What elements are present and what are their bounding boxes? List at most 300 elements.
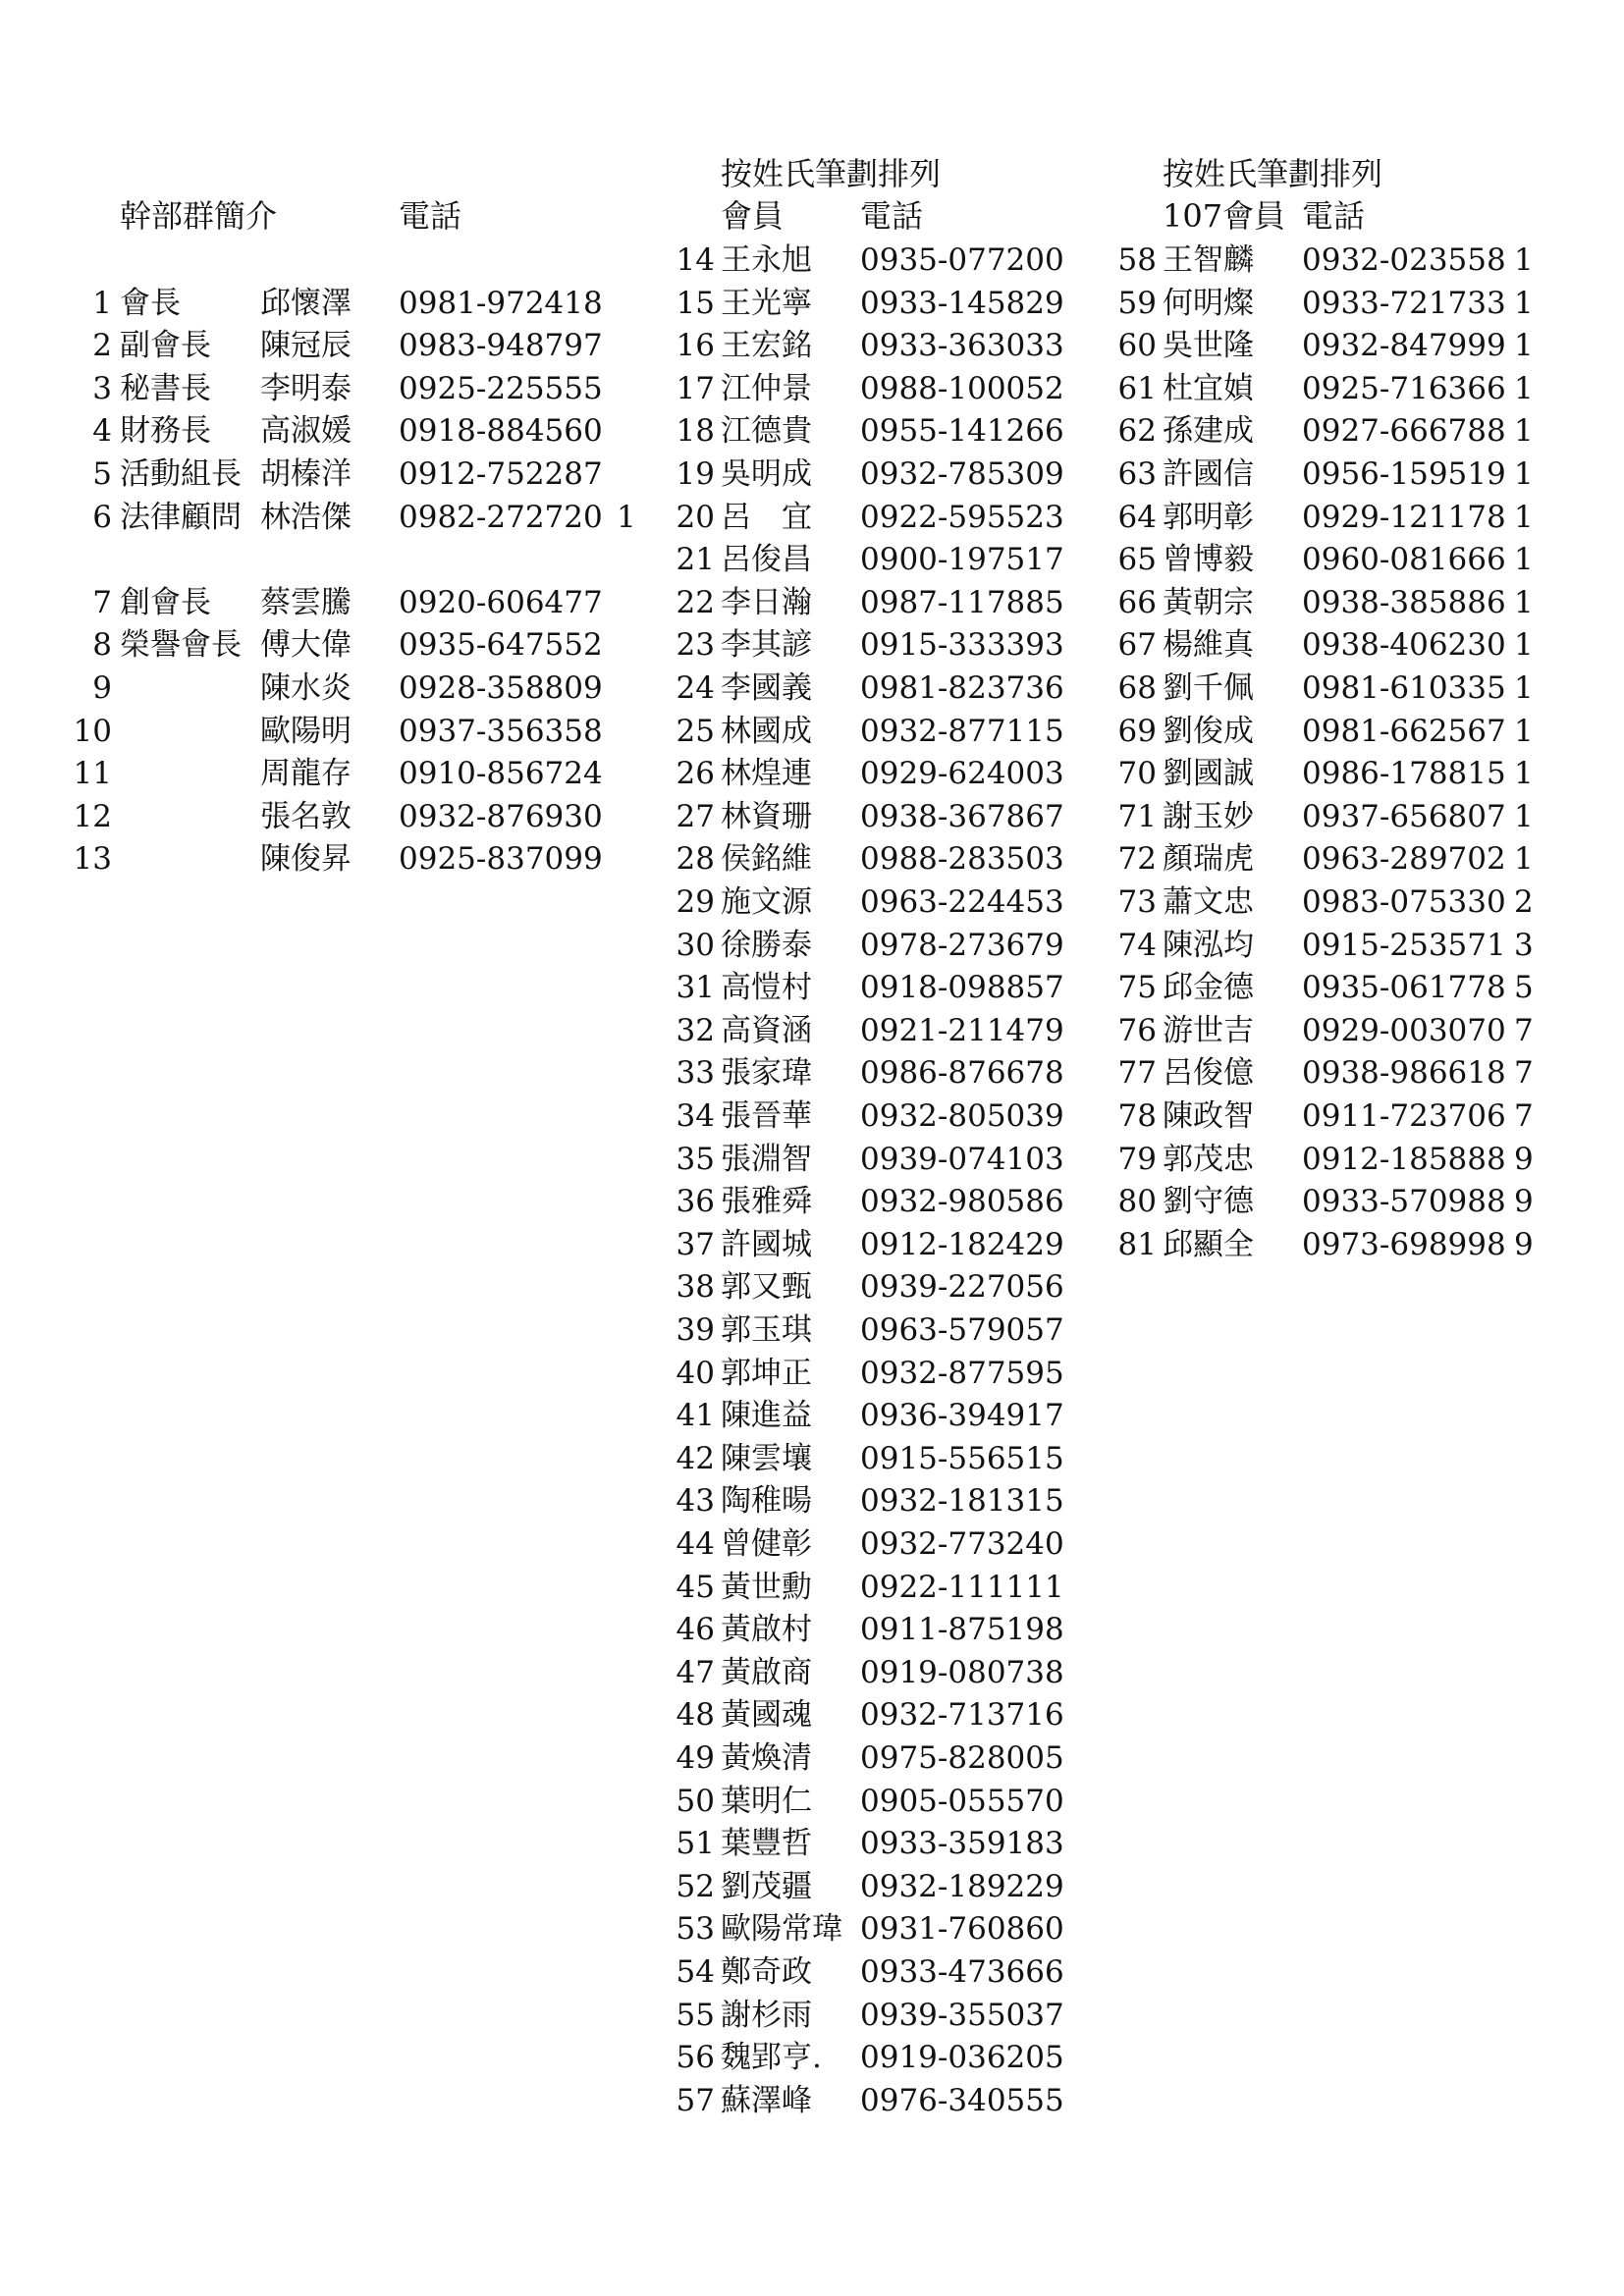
officer-name: 蔡雲騰 xyxy=(260,584,352,620)
officer-phone: 0981-972418 xyxy=(399,285,603,321)
row-number: 32 xyxy=(676,1012,715,1048)
member-phone: 0927-666788 xyxy=(1302,413,1506,450)
member-name: 杜宜媜 xyxy=(1163,370,1254,406)
member-extra-mark: 1 xyxy=(1514,798,1534,834)
member-row xyxy=(648,1994,1100,2037)
member-phone: 0956-159519 xyxy=(1302,456,1506,492)
member-row xyxy=(648,1394,1100,1437)
member-row xyxy=(1090,1223,1624,1266)
officer-row xyxy=(0,409,687,453)
member-name: 郭又甄 xyxy=(721,1269,812,1306)
member-row xyxy=(648,1693,1100,1736)
member-row xyxy=(648,1608,1100,1651)
member-extra-mark: 1 xyxy=(1514,756,1534,792)
member-row xyxy=(648,1651,1100,1694)
member-row xyxy=(648,496,1100,539)
member-row xyxy=(648,667,1100,710)
officer-row xyxy=(0,752,687,795)
member-extra-mark: 1 xyxy=(1514,584,1534,620)
row-number: 41 xyxy=(676,1398,715,1434)
member-name: 張晉華 xyxy=(721,1098,812,1134)
member-phone: 0932-877115 xyxy=(860,713,1064,749)
member-phone: 0900-197517 xyxy=(860,542,1064,578)
member-row xyxy=(1090,837,1624,881)
member-name: 謝玉妙 xyxy=(1163,798,1254,834)
member-extra-mark: 1 xyxy=(1514,456,1534,492)
row-number: 80 xyxy=(1117,1184,1157,1220)
member-extra-mark: 9 xyxy=(1514,1226,1534,1262)
officers-phone-header: 電話 xyxy=(399,197,462,235)
row-number: 21 xyxy=(676,542,715,578)
member-phone: 0933-570988 xyxy=(1302,1184,1506,1220)
row-number: 28 xyxy=(676,841,715,878)
row-number: 11 xyxy=(73,756,112,792)
row-number: 53 xyxy=(676,1911,715,1948)
member-phone: 0938-986618 xyxy=(1302,1055,1506,1092)
member-name: 陳泓均 xyxy=(1163,927,1254,963)
member-name: 王智麟 xyxy=(1163,242,1254,278)
member-name: 陳雲壤 xyxy=(721,1440,812,1476)
member-name: 蕭文忠 xyxy=(1163,884,1254,920)
member-row xyxy=(1090,581,1624,624)
member-row xyxy=(1090,324,1624,367)
member-name: 呂俊昌 xyxy=(721,542,812,578)
row-number: 67 xyxy=(1117,627,1157,664)
member-extra-mark: 3 xyxy=(1514,927,1534,963)
officer-row xyxy=(0,367,687,410)
member-row xyxy=(648,1522,1100,1566)
row-number: 45 xyxy=(676,1569,715,1605)
member-phone: 0933-359183 xyxy=(860,1826,1064,1862)
row-number: 62 xyxy=(1117,413,1157,450)
row-number: 54 xyxy=(676,1954,715,1990)
member-phone: 0925-716366 xyxy=(1302,370,1506,406)
member-name: 吳明成 xyxy=(721,456,812,492)
member-name: 顏瑞虎 xyxy=(1163,841,1254,878)
member-row xyxy=(1090,667,1624,710)
member-name: 徐勝泰 xyxy=(721,927,812,963)
member-row xyxy=(648,1095,1100,1138)
row-number: 29 xyxy=(676,884,715,920)
row-number: 78 xyxy=(1117,1098,1157,1134)
member-extra-mark: 7 xyxy=(1514,1098,1534,1134)
member-row xyxy=(648,1180,1100,1223)
officer-name: 歐陽明 xyxy=(260,713,352,749)
row-number: 79 xyxy=(1117,1141,1157,1177)
officer-phone: 0920-606477 xyxy=(399,584,603,620)
member-name: 葉豐哲 xyxy=(721,1826,812,1862)
member-row xyxy=(648,1865,1100,1908)
member-row xyxy=(1090,752,1624,795)
row-number: 57 xyxy=(676,2082,715,2118)
member-phone: 0911-875198 xyxy=(860,1612,1064,1648)
row-number: 39 xyxy=(676,1312,715,1348)
row-number: 37 xyxy=(676,1226,715,1262)
member-extra-mark: 1 xyxy=(1514,841,1534,878)
member-extra-mark: 2 xyxy=(1514,884,1534,920)
member-phone: 0932-877595 xyxy=(860,1355,1064,1391)
member-phone: 0918-098857 xyxy=(860,970,1064,1006)
members-b-member-header: 107會員 xyxy=(1163,197,1286,235)
officer-phone: 0935-647552 xyxy=(399,627,603,664)
row-number: 38 xyxy=(676,1269,715,1306)
row-number: 66 xyxy=(1117,584,1157,620)
member-name: 何明燦 xyxy=(1163,285,1254,321)
officer-row xyxy=(0,324,687,367)
row-number: 25 xyxy=(676,713,715,749)
officer-name: 陳俊昇 xyxy=(260,841,352,878)
members-a-phone-header: 電話 xyxy=(860,197,924,235)
member-phone: 0976-340555 xyxy=(860,2082,1064,2118)
officer-name: 高淑媛 xyxy=(260,413,352,450)
member-row xyxy=(648,1009,1100,1052)
member-name: 陶稚暘 xyxy=(721,1483,812,1520)
member-phone: 0932-023558 xyxy=(1302,242,1506,278)
row-number: 33 xyxy=(676,1055,715,1092)
row-number: 69 xyxy=(1117,713,1157,749)
member-phone: 0932-980586 xyxy=(860,1184,1064,1220)
member-name: 劉國誠 xyxy=(1163,756,1254,792)
row-number: 3 xyxy=(92,370,112,406)
member-row xyxy=(648,1223,1100,1266)
row-number: 72 xyxy=(1117,841,1157,878)
member-row xyxy=(1090,623,1624,667)
member-name: 邱金德 xyxy=(1163,970,1254,1006)
officer-phone: 0912-752287 xyxy=(399,456,603,492)
member-row xyxy=(648,837,1100,881)
officer-phone: 0925-225555 xyxy=(399,370,603,406)
row-number: 55 xyxy=(676,1997,715,2033)
member-phone: 0932-805039 xyxy=(860,1098,1064,1134)
member-phone: 0933-473666 xyxy=(860,1954,1064,1990)
officer-phone: 0937-356358 xyxy=(399,713,603,749)
member-phone: 0978-273679 xyxy=(860,927,1064,963)
member-row xyxy=(648,1780,1100,1823)
member-name: 李其諺 xyxy=(721,627,812,664)
row-number: 30 xyxy=(676,927,715,963)
member-row xyxy=(1090,1009,1624,1052)
row-number: 18 xyxy=(676,413,715,450)
officers-section xyxy=(0,0,687,2296)
member-phone: 0935-061778 xyxy=(1302,970,1506,1006)
member-phone: 0988-283503 xyxy=(860,841,1064,878)
member-name: 陳進益 xyxy=(721,1398,812,1434)
member-row xyxy=(648,1308,1100,1352)
member-phone: 0933-363033 xyxy=(860,328,1064,364)
member-name: 林資珊 xyxy=(721,798,812,834)
member-phone: 0975-828005 xyxy=(860,1740,1064,1776)
row-number: 27 xyxy=(676,798,715,834)
member-row xyxy=(648,324,1100,367)
member-name: 郭坤正 xyxy=(721,1355,812,1391)
row-number: 63 xyxy=(1117,456,1157,492)
member-name: 呂俊億 xyxy=(1163,1055,1254,1092)
row-number: 23 xyxy=(676,627,715,664)
officer-row xyxy=(0,667,687,710)
row-number: 75 xyxy=(1117,970,1157,1006)
member-name: 歐陽常瑋 xyxy=(721,1911,842,1948)
member-row xyxy=(648,538,1100,581)
officer-role: 會長 xyxy=(120,285,181,321)
officer-row xyxy=(0,795,687,838)
member-name: 黃啟商 xyxy=(721,1654,812,1690)
member-phone: 0935-077200 xyxy=(860,242,1064,278)
member-name: 林煌連 xyxy=(721,756,812,792)
member-phone: 0931-760860 xyxy=(860,1911,1064,1948)
officer-row xyxy=(0,282,687,325)
member-row xyxy=(1090,409,1624,453)
member-name: 高資涵 xyxy=(721,1012,812,1048)
member-name: 張雅舜 xyxy=(721,1184,812,1220)
member-extra-mark: 1 xyxy=(1514,627,1534,664)
member-name: 黃國魂 xyxy=(721,1697,812,1734)
member-row xyxy=(1090,1138,1624,1181)
row-number: 9 xyxy=(92,670,112,706)
member-name: 江仲景 xyxy=(721,370,812,406)
member-phone: 0912-185888 xyxy=(1302,1141,1506,1177)
member-phone: 0933-721733 xyxy=(1302,285,1506,321)
row-number: 20 xyxy=(676,499,715,535)
member-phone: 0937-656807 xyxy=(1302,798,1506,834)
member-extra-mark: 1 xyxy=(1514,370,1534,406)
member-name: 黃世勳 xyxy=(721,1569,812,1605)
row-number: 4 xyxy=(92,413,112,450)
member-name: 游世吉 xyxy=(1163,1012,1254,1048)
officer-phone: 0983-948797 xyxy=(399,328,603,364)
officer-row xyxy=(0,710,687,753)
row-number: 48 xyxy=(676,1697,715,1734)
row-number: 68 xyxy=(1117,670,1157,706)
officer-role: 秘書長 xyxy=(120,370,211,406)
member-name: 孫建成 xyxy=(1163,413,1254,450)
member-extra-mark: 7 xyxy=(1514,1055,1534,1092)
member-phone: 0911-723706 xyxy=(1302,1098,1506,1134)
member-extra-mark: 5 xyxy=(1514,970,1534,1006)
member-name: 許國信 xyxy=(1163,456,1254,492)
member-phone: 0915-556515 xyxy=(860,1440,1064,1476)
member-row xyxy=(648,1352,1100,1395)
row-number: 49 xyxy=(676,1740,715,1776)
member-phone: 0955-141266 xyxy=(860,413,1064,450)
member-row xyxy=(648,453,1100,496)
member-row xyxy=(648,2036,1100,2079)
member-row xyxy=(1090,710,1624,753)
row-number: 51 xyxy=(676,1826,715,1862)
member-name: 郭茂忠 xyxy=(1163,1141,1254,1177)
row-number: 64 xyxy=(1117,499,1157,535)
member-row xyxy=(648,1566,1100,1609)
member-row xyxy=(1090,966,1624,1009)
member-phone: 0919-080738 xyxy=(860,1654,1064,1690)
member-phone: 0922-595523 xyxy=(860,499,1064,535)
member-phone: 0932-785309 xyxy=(860,456,1064,492)
member-row xyxy=(648,1051,1100,1095)
members-b-section xyxy=(1090,0,1624,2296)
member-row xyxy=(648,282,1100,325)
officer-name: 傅大偉 xyxy=(260,627,352,664)
member-phone: 0915-333393 xyxy=(860,627,1064,664)
row-number: 16 xyxy=(676,328,715,364)
members-a-sort-note: 按姓氏筆劃排列 xyxy=(721,155,942,192)
member-name: 王永旭 xyxy=(721,242,812,278)
member-name: 江德貴 xyxy=(721,413,812,450)
member-phone: 0905-055570 xyxy=(860,1783,1064,1819)
member-row xyxy=(648,581,1100,624)
row-number: 52 xyxy=(676,1868,715,1904)
row-number: 58 xyxy=(1117,242,1157,278)
member-name: 陳政智 xyxy=(1163,1098,1254,1134)
member-phone: 0963-224453 xyxy=(860,884,1064,920)
member-row xyxy=(648,710,1100,753)
member-phone: 0938-406230 xyxy=(1302,627,1506,664)
officer-row xyxy=(0,453,687,496)
member-phone: 0986-178815 xyxy=(1302,756,1506,792)
member-row xyxy=(1090,795,1624,838)
member-row xyxy=(648,795,1100,838)
member-name: 蘇澤峰 xyxy=(721,2082,812,2118)
member-extra-mark: 1 xyxy=(1514,499,1534,535)
member-row xyxy=(1090,367,1624,410)
member-row xyxy=(1090,924,1624,967)
member-phone: 0929-624003 xyxy=(860,756,1064,792)
member-phone: 0986-876678 xyxy=(860,1055,1064,1092)
member-name: 王宏銘 xyxy=(721,328,812,364)
row-number: 31 xyxy=(676,970,715,1006)
member-phone: 0939-355037 xyxy=(860,1997,1064,2033)
member-name: 張家瑋 xyxy=(721,1055,812,1092)
officer-role: 榮譽會長 xyxy=(120,627,242,664)
row-number: 65 xyxy=(1117,542,1157,578)
officer-name: 李明泰 xyxy=(260,370,352,406)
member-row xyxy=(648,1138,1100,1181)
row-number: 61 xyxy=(1117,370,1157,406)
member-row xyxy=(648,409,1100,453)
row-number: 12 xyxy=(73,798,112,834)
member-row xyxy=(1090,453,1624,496)
member-row xyxy=(648,1950,1100,1994)
member-phone: 0963-289702 xyxy=(1302,841,1506,878)
officer-row xyxy=(0,581,687,624)
officer-row xyxy=(0,496,687,539)
row-number: 44 xyxy=(676,1526,715,1562)
member-row xyxy=(648,1437,1100,1480)
member-extra-mark: 1 xyxy=(1514,285,1534,321)
member-name: 劉千佩 xyxy=(1163,670,1254,706)
member-phone: 0919-036205 xyxy=(860,2040,1064,2076)
row-number: 50 xyxy=(676,1783,715,1819)
officer-extra-mark: 1 xyxy=(617,499,636,535)
member-row xyxy=(648,1265,1100,1308)
member-row xyxy=(1090,1095,1624,1138)
member-name: 郭明彰 xyxy=(1163,499,1254,535)
member-extra-mark: 1 xyxy=(1514,542,1534,578)
officer-phone: 0982-272720 xyxy=(399,499,603,535)
member-phone: 0915-253571 xyxy=(1302,927,1506,963)
members-b-phone-header: 電話 xyxy=(1302,197,1366,235)
row-number: 19 xyxy=(676,456,715,492)
member-row xyxy=(1090,239,1624,282)
row-number: 8 xyxy=(92,627,112,664)
member-phone: 0981-823736 xyxy=(860,670,1064,706)
member-phone: 0960-081666 xyxy=(1302,542,1506,578)
member-row xyxy=(648,881,1100,924)
member-row xyxy=(648,367,1100,410)
member-name: 呂 宜 xyxy=(721,499,812,535)
member-name: 鄭奇政 xyxy=(721,1954,812,1990)
member-name: 葉明仁 xyxy=(721,1783,812,1819)
member-row xyxy=(1090,282,1624,325)
member-row xyxy=(648,623,1100,667)
member-phone: 0929-003070 xyxy=(1302,1012,1506,1048)
officers-title: 幹部群簡介 xyxy=(120,197,278,235)
members-a-member-header: 會員 xyxy=(721,197,785,235)
officer-role: 財務長 xyxy=(120,413,211,450)
officer-role: 活動組長 xyxy=(120,456,242,492)
member-phone: 0936-394917 xyxy=(860,1398,1064,1434)
row-number: 2 xyxy=(92,328,112,364)
member-name: 劉俊成 xyxy=(1163,713,1254,749)
row-number: 26 xyxy=(676,756,715,792)
member-extra-mark: 1 xyxy=(1514,242,1534,278)
member-name: 高愷村 xyxy=(721,970,812,1006)
member-phone: 0932-847999 xyxy=(1302,328,1506,364)
members-a-section xyxy=(648,0,1100,2296)
row-number: 40 xyxy=(676,1355,715,1391)
member-name: 許國城 xyxy=(721,1226,812,1262)
member-name: 邱顯全 xyxy=(1163,1226,1254,1262)
row-number: 5 xyxy=(92,456,112,492)
row-number: 42 xyxy=(676,1440,715,1476)
row-number: 46 xyxy=(676,1612,715,1648)
member-name: 黃啟村 xyxy=(721,1612,812,1648)
row-number: 47 xyxy=(676,1654,715,1690)
officer-phone: 0928-358809 xyxy=(399,670,603,706)
row-number: 60 xyxy=(1117,328,1157,364)
member-name: 吳世隆 xyxy=(1163,328,1254,364)
member-phone: 0912-182429 xyxy=(860,1226,1064,1262)
member-extra-mark: 9 xyxy=(1514,1184,1534,1220)
officer-role: 創會長 xyxy=(120,584,211,620)
member-name: 謝杉雨 xyxy=(721,1997,812,2033)
row-number: 71 xyxy=(1117,798,1157,834)
officer-name: 陳水炎 xyxy=(260,670,352,706)
officer-row xyxy=(0,837,687,881)
member-row xyxy=(648,1907,1100,1950)
member-name: 劉茂疆 xyxy=(721,1868,812,1904)
member-row xyxy=(648,752,1100,795)
member-name: 曾博毅 xyxy=(1163,542,1254,578)
officer-phone: 0932-876930 xyxy=(399,798,603,834)
member-name: 王光寧 xyxy=(721,285,812,321)
member-row xyxy=(1090,538,1624,581)
row-number: 7 xyxy=(92,584,112,620)
member-name: 林國成 xyxy=(721,713,812,749)
member-phone: 0981-662567 xyxy=(1302,713,1506,749)
member-phone: 0981-610335 xyxy=(1302,670,1506,706)
row-number: 70 xyxy=(1117,756,1157,792)
member-row xyxy=(648,1736,1100,1780)
member-phone: 0973-698998 xyxy=(1302,1226,1506,1262)
member-name: 張淵智 xyxy=(721,1141,812,1177)
member-name: 郭玉琪 xyxy=(721,1312,812,1348)
member-phone: 0988-100052 xyxy=(860,370,1064,406)
member-row xyxy=(648,924,1100,967)
member-phone: 0932-181315 xyxy=(860,1483,1064,1520)
member-phone: 0929-121178 xyxy=(1302,499,1506,535)
officer-role: 法律顧問 xyxy=(120,499,242,535)
row-number: 59 xyxy=(1117,285,1157,321)
member-extra-mark: 1 xyxy=(1514,328,1534,364)
